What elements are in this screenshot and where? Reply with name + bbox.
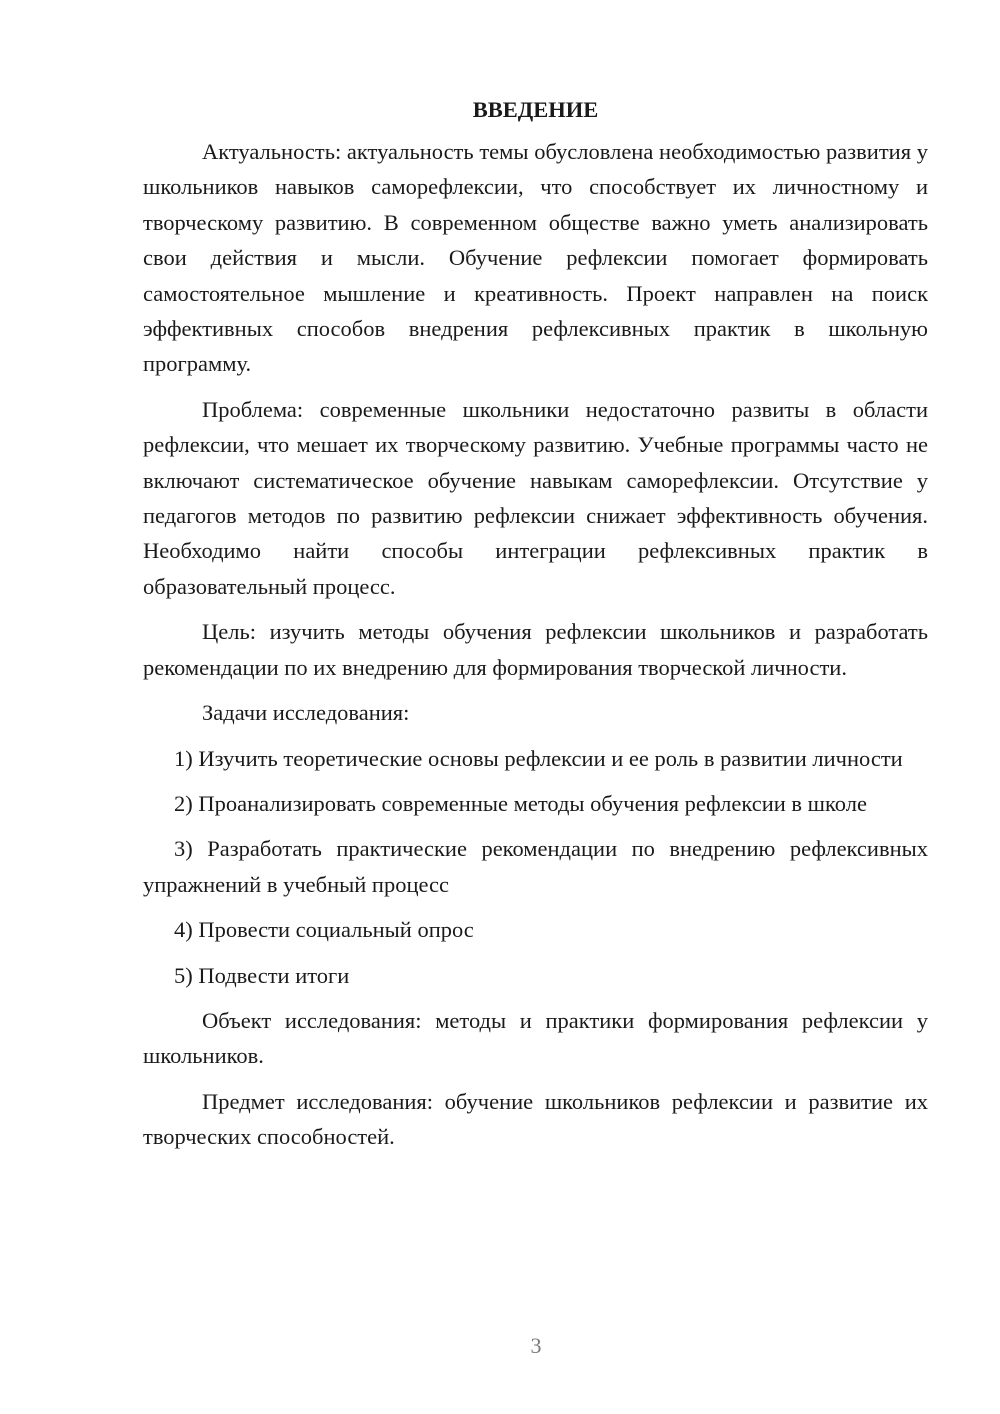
- paragraph-goal: Цель: изучить методы обучения рефлексии школьников и разработать рекомендации по их внедрению для формирования творческой личности.: [143, 619, 928, 680]
- paragraph-relevance: Актуальность: актуальность темы обусловлена необходимостью развития у школьников навыков саморефлексии, что способствует их личностному и творческому развитию. В современном обществе важно уметь анализировать свои действия и мысли. Обучение рефлексии помогает формировать самостоятельное мышление и креативность. Проект направлен на поиск эффективных способов внедрения рефлексивных практик в школьную программу.: [143, 139, 928, 377]
- page-number: 3: [530, 1333, 542, 1358]
- paragraph-object: Объект исследования: методы и практики формирования рефлексии у школьников.: [143, 1007, 928, 1069]
- page-content: [143, 92, 928, 1165]
- task-item-5: 5) Подвести итоги: [174, 962, 350, 988]
- paragraph-problem: Проблема: современные школьники недостаточно развиты в области рефлексии, что мешает их творческому развитию. Учебные программы часто не включают систематическое обучение навыкам саморефлексии. Отсутствие у педагогов методов по развитию рефлексии снижает эффективность обучения. Необходимо найти способы интеграции рефлексивных практик в образовательный процесс.: [143, 396, 928, 599]
- page-title: ВВЕДЕНИЕ: [472, 97, 599, 122]
- task-item-3: 3) Разработать практические рекомендации по внедрению рефлексивных упражнений в учебный процесс: [143, 836, 928, 897]
- task-item-4: 4) Провести социальный опрос: [174, 917, 474, 943]
- task-item-1: 1) Изучить теоретические основы рефлексии и ее роль в развитии личности: [174, 745, 903, 771]
- paragraph-subject: Предмет исследования: обучение школьников рефлексии и развитие их творческих способностей.: [143, 1088, 928, 1150]
- task-item-2: 2) Проанализировать современные методы обучения рефлексии в школе: [174, 790, 867, 816]
- tasks-heading: Задачи исследования:: [202, 700, 410, 726]
